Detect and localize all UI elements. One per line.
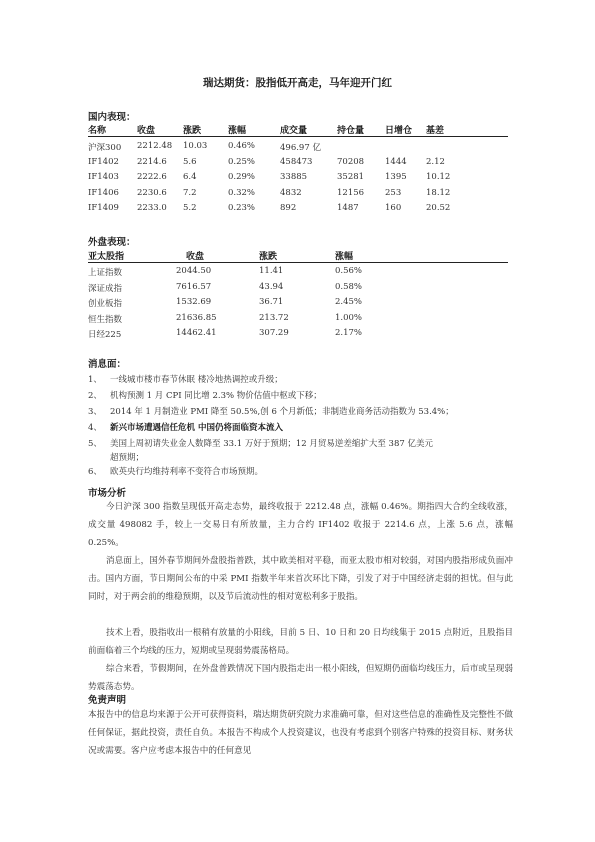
domestic-cell: 1487 — [337, 203, 359, 213]
news-item-number: 5、 — [88, 439, 102, 449]
overseas-cell: 2044.50 — [176, 266, 212, 276]
domestic-cell: 4832 — [280, 187, 302, 198]
domestic-cell: 10.03 — [183, 141, 208, 151]
domestic-col-close: 收盘 — [137, 126, 156, 136]
domestic-cell: 2222.6 — [137, 172, 167, 182]
domestic-cell: 2.12 — [426, 156, 445, 167]
news-item-text: 2014 年 1 月制造业 PMI 降至 50.5%,创 6 个月新低；非制造业商务活动指数为 53.4%； — [110, 407, 454, 417]
overseas-cell: 2.45% — [335, 297, 363, 307]
domestic-table-rule — [88, 136, 508, 137]
overseas-cell: 2.17% — [335, 328, 363, 338]
domestic-cell: 0.23% — [228, 203, 256, 213]
domestic-cell: 0.25% — [228, 156, 256, 167]
domestic-cell: IF1406 — [88, 187, 119, 198]
domestic-cell: 253 — [385, 187, 402, 198]
domestic-heading: 国内表现： — [88, 112, 136, 123]
domestic-cell: 0.46% — [228, 141, 256, 151]
overseas-cell: 307.29 — [259, 328, 289, 338]
analysis-paragraph-4: 综合来看，节假期间，在外盘普跌情况下国内股指走出一根小阳线，但短期仍面临均线压力，后市或呈现弱势震荡态势。 — [88, 664, 513, 692]
news-item-number: 4、 — [88, 423, 102, 433]
news-item-text: 美国上周初请失业金人数降至 33.1 万好于预期；12 月贸易逆差缩扩大至 387 亿美元 — [110, 439, 433, 449]
overseas-col-change: 涨跌 — [259, 252, 278, 262]
news-item-text: 机构预测 1 月 CPI 同比增 2.3% 物价估值中枢或下移； — [110, 391, 322, 401]
overseas-table-rule — [88, 262, 508, 263]
news-item-number: 1、 — [88, 375, 102, 385]
domestic-cell: 2212.48 — [137, 141, 173, 151]
disclaimer-heading: 免责声明 — [88, 695, 127, 706]
news-item-text: 欧英央行均维持利率不变符合市场预期。 — [110, 467, 264, 477]
overseas-cell: 43.94 — [259, 281, 284, 292]
domestic-cell: 33885 — [280, 172, 308, 182]
overseas-cell: 213.72 — [259, 312, 289, 323]
domestic-cell: 5.6 — [183, 156, 197, 167]
domestic-cell: 70208 — [337, 156, 365, 167]
domestic-cell: 18.12 — [426, 187, 451, 198]
overseas-cell: 1532.69 — [176, 297, 212, 307]
domestic-col-oi: 持仓量 — [337, 126, 365, 136]
news-item-text: 新兴市场遭遇信任危机 中国仍将面临资本流入 — [110, 423, 283, 433]
domestic-cell: 12156 — [337, 187, 365, 198]
news-item-number: 3、 — [88, 407, 102, 417]
analysis-paragraph-1: 今日沪深 300 指数呈现低开高走态势，最终收报于 2212.48 点，涨幅 0.46%。期指四大合约全线收涨，成交量 498082 手，较上一交易日有所放量，主力合约 IF1402 收报于 2214.6 点，上涨 5.6 点，涨幅 0.25%。 — [88, 502, 513, 548]
overseas-cell: 7616.57 — [176, 281, 212, 292]
disclaimer-text: 本报告中的信息均来源于公开可获得资料，瑞达期货研究院力求准确可靠，但对这些信息的准确性及完整性不做任何保证，据此投资，责任自负。本报告不构成个人投资建议，也没有考虑到个别客户特殊的投资目标、财务状况或需要。客户应考虑本报告中的任何意见 — [88, 710, 513, 756]
domestic-col-basis: 基差 — [426, 126, 445, 136]
domestic-col-pct: 涨幅 — [228, 126, 247, 136]
analysis-paragraph-2: 消息面上，国外春节期间外盘股指普跌，其中欧美相对平稳，而亚太股市相对较弱，对国内股指形成负面冲击。国内方面，节日期间公布的中采 PMI 指数半年来首次环比下降，引发了对于中国经济走弱的担忧。但与此同时，对于两会前的维稳预期，以及节后流动性的相对宽松利多于股指。 — [88, 556, 513, 602]
overseas-cell: 14462.41 — [176, 328, 217, 338]
overseas-cell: 0.58% — [335, 281, 363, 292]
domestic-cell: 458473 — [280, 156, 313, 167]
overseas-cell: 36.71 — [259, 297, 284, 307]
domestic-cell: 10.12 — [426, 172, 451, 182]
overseas-cell: 恒生指数 — [88, 314, 123, 325]
domestic-col-oichange: 日增仓 — [385, 126, 413, 136]
domestic-col-change: 涨跌 — [183, 126, 202, 136]
overseas-cell: 创业板指 — [88, 299, 123, 309]
overseas-col-name: 亚太股指 — [88, 252, 125, 262]
domestic-col-name: 名称 — [88, 126, 107, 136]
overseas-cell: 0.56% — [335, 266, 363, 276]
domestic-cell: 6.4 — [183, 172, 197, 182]
domestic-cell: 0.29% — [228, 172, 256, 182]
domestic-cell: IF1402 — [88, 156, 119, 167]
overseas-cell: 深证成指 — [88, 283, 123, 294]
overseas-cell: 21636.85 — [176, 312, 217, 323]
news-item-number: 2、 — [88, 391, 102, 401]
domestic-cell: 2230.6 — [137, 187, 167, 198]
news-item-number: 6、 — [88, 467, 102, 477]
domestic-cell: 0.32% — [228, 187, 256, 198]
domestic-cell: 2233.0 — [137, 203, 167, 213]
domestic-cell: 2214.6 — [137, 156, 167, 167]
overseas-cell: 1.00% — [335, 312, 363, 323]
overseas-cell: 上证指数 — [88, 268, 123, 278]
domestic-col-volume: 成交量 — [280, 126, 308, 136]
domestic-cell: 沪深300 — [88, 143, 122, 153]
overseas-col-close: 收盘 — [186, 252, 205, 262]
overseas-heading: 外盘表现： — [88, 237, 136, 248]
domestic-cell: 1395 — [385, 172, 407, 182]
overseas-col-pct: 涨幅 — [335, 252, 354, 262]
domestic-cell: 160 — [385, 203, 402, 213]
news-item-text: 一线城市楼市春节休眠 楼冷地热调控或升级； — [110, 375, 283, 385]
domestic-cell: 7.2 — [183, 187, 197, 198]
analysis-heading: 市场分析 — [88, 488, 127, 499]
domestic-cell: 5.2 — [183, 203, 197, 213]
overseas-cell: 日经225 — [88, 330, 122, 340]
news-heading: 消息面： — [88, 359, 127, 370]
page-title: 瑞达期货：股指低开高走，马年迎开门红 — [203, 77, 392, 89]
domestic-cell: 496.97 亿 — [280, 143, 321, 153]
overseas-cell: 11.41 — [259, 266, 284, 276]
domestic-cell: 20.52 — [426, 203, 451, 213]
domestic-cell: 892 — [280, 203, 297, 213]
domestic-cell: 1444 — [385, 156, 407, 167]
news-item-text-continued: 超预期； — [110, 453, 145, 463]
analysis-paragraph-3: 技术上看，股指收出一根稍有放量的小阳线，目前 5 日、10 日和 20 日均线集于 2015 点附近，且股指目前面临着三个均线的压力，短期或呈现弱势震荡格局。 — [88, 628, 513, 656]
domestic-cell: 35281 — [337, 172, 365, 182]
domestic-cell: IF1409 — [88, 203, 119, 213]
domestic-cell: IF1403 — [88, 172, 119, 182]
